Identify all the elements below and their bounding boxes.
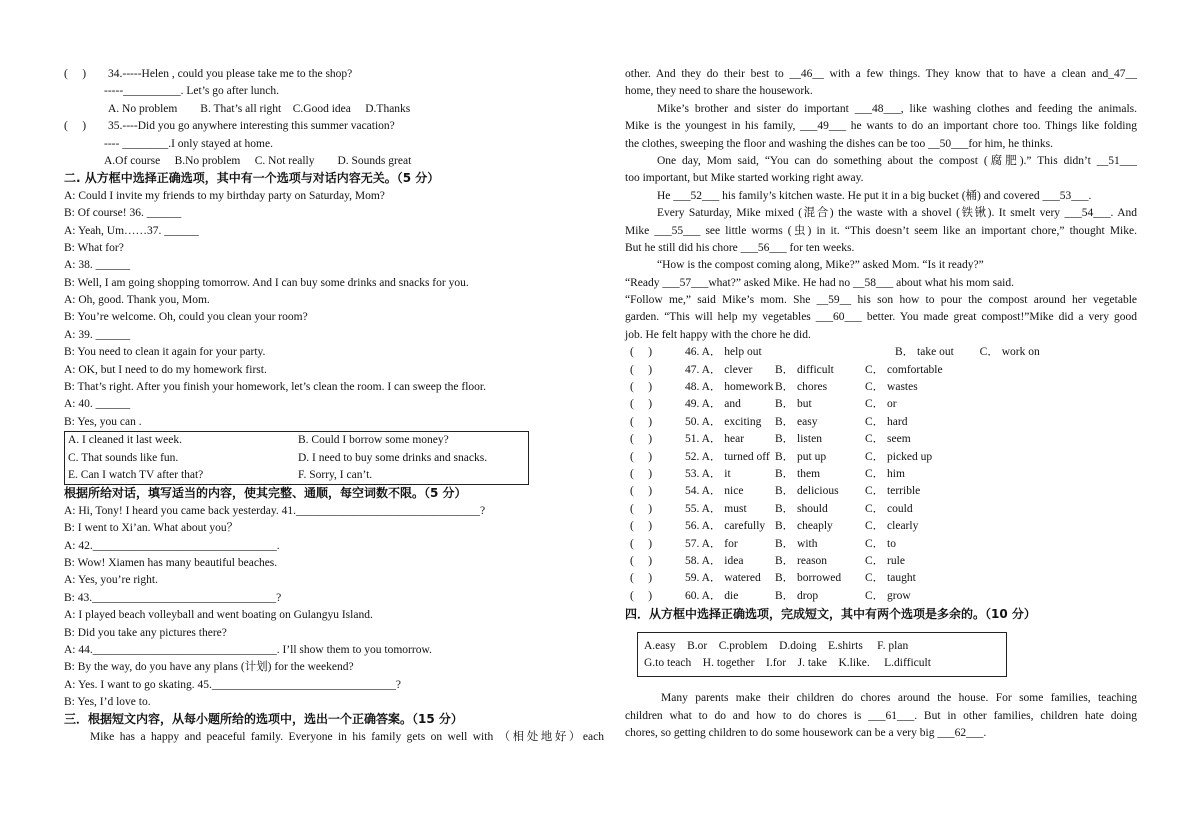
mc-option-c: C． hard: [865, 415, 908, 428]
answer-paren[interactable]: ( ): [630, 502, 653, 515]
mc-row: [625, 553, 1137, 570]
mc-option-b: B． reason: [775, 554, 828, 567]
answer-paren[interactable]: ( ): [64, 68, 87, 80]
mc-option-a: 53. A． it: [685, 467, 731, 480]
q34-stem: [64, 66, 604, 83]
dialog-line: B: 43.________________________________?: [64, 591, 282, 604]
mc-row: [625, 588, 1137, 605]
passage-line: One day, Mom said, “You can do something about the compost (腐肥).” This didn’t __51___: [657, 154, 1137, 167]
mc-option-b: B． but: [775, 398, 812, 411]
mc-option-b: B． difficult: [775, 363, 834, 376]
box2-option: B. Could I borrow some money?: [298, 434, 449, 447]
box2-option: A. I cleaned it last week.: [68, 434, 182, 447]
mc-option-c: C． to: [865, 537, 896, 550]
section-3-first-line: Mike has a happy and peaceful family. Everyone in his family gets on well with （相处地好）each: [90, 730, 604, 743]
passage: [625, 66, 1137, 344]
dialog-3: [64, 503, 604, 712]
mc-option-b: B． with: [775, 537, 818, 550]
mc-option-c: C． clearly: [865, 520, 919, 533]
mc-option-b: B． borrowed: [775, 572, 842, 585]
mc-row: [625, 536, 1137, 553]
passage-line: too important, but Mike started working right away.: [625, 172, 864, 185]
mc-option-a: 54. A． nice: [685, 485, 744, 498]
passage-line: job. He felt happy with the chore he did.: [625, 328, 811, 341]
answer-paren[interactable]: ( ): [630, 415, 653, 428]
mc-option-b: B． them: [775, 467, 821, 480]
answer-paren[interactable]: ( ): [630, 554, 653, 567]
answer-paren[interactable]: ( ): [630, 346, 653, 359]
mc-row: [625, 449, 1137, 466]
mc-option-a: 49. A． and: [685, 398, 741, 411]
answer-paren[interactable]: ( ): [630, 433, 653, 446]
mc-option-a: 59. A． watered: [685, 572, 761, 585]
passage-line: home, they need to share the housework.: [625, 85, 813, 98]
passage-line: Mike is the youngest in his family, ___49___ he wants to do an important chore too. Things like folding: [625, 120, 1137, 133]
passage-line: Mike ___55___ see little worms (虫) in it. “This doesn’t seem like an important chore,” thought Mike.: [625, 224, 1137, 237]
mc-option-c: C． seem: [865, 433, 911, 446]
mc-option-a: 58. A． idea: [685, 554, 744, 567]
mc-row: [625, 518, 1137, 535]
section-2-title: 二. 从方框中选择正确选项，其中有一个选项与对话内容无关。（5 分）: [64, 171, 440, 186]
mc-row: [625, 396, 1137, 413]
q35-text: 35.----Did you go anywhere interesting this summer vacation?: [108, 120, 395, 133]
dialog-line: A: 42.________________________________.: [64, 539, 280, 552]
mc-option-c: C． him: [865, 467, 905, 480]
options-box-2: [64, 431, 529, 485]
answer-paren[interactable]: ( ): [64, 120, 87, 133]
passage-line: Every Saturday, Mike mixed (混合) the waste with a shovel (铁锹). It smelt very ___54___. And: [657, 207, 1137, 220]
section-2b-title: 根据所给对话，填写适当的内容，使其完整、通顺，每空词数不限。（5 分）: [64, 486, 467, 501]
mc-row: [625, 379, 1137, 396]
passage-line: chores, so getting children to do some housework can be a very big ___62___.: [625, 727, 987, 740]
passage-line: “Ready ___57___what?” asked Mike. He had no __58___ about what his mom said.: [625, 276, 1015, 289]
q34-text: 34.-----Helen , could you please take me to the shop?: [108, 68, 353, 80]
answer-paren[interactable]: ( ): [630, 572, 653, 585]
answer-paren[interactable]: ( ): [630, 537, 653, 550]
section-3-title: 三．根据短文内容，从每小题所给的选项中，选出一个正确答案。（15 分）: [64, 712, 463, 727]
passage-line: “Follow me,” said Mike’s mom. She __59__ his son how to pour the compost around her vegetable: [625, 294, 1137, 307]
passage-line: garden. “This will help my vegetables ___60___ better. You made great compost!”Mike did a very good: [625, 311, 1137, 324]
passage-line: children what to do and how to do chores is ___61___. But in other families, children hate doing: [625, 709, 1137, 722]
q35-stem: [64, 118, 604, 135]
mc-option-c: C． picked up: [865, 450, 933, 463]
q35-reply: ---- ________.I only stayed at home.: [104, 137, 273, 150]
dialog-line: A: 44.________________________________. I’ll show them to you tomorrow.: [64, 643, 432, 656]
answer-paren[interactable]: ( ): [630, 398, 653, 411]
mc-row: [625, 431, 1137, 448]
mc-row: [625, 570, 1137, 587]
answer-paren[interactable]: ( ): [630, 450, 653, 463]
box2-row: [65, 432, 528, 449]
passage-line: He ___52___ his family’s kitchen waste. He put it in a big bucket (桶) and covered ___53___.: [657, 189, 1092, 202]
mc-option-c: C． rule: [865, 554, 905, 567]
passage-line: But he still did his chore ___56___ for ten weeks.: [625, 241, 855, 254]
passage-line: the clothes, sweeping the floor and washing the dishes can be too __50___for him, he thinks.: [625, 137, 1053, 150]
answer-paren[interactable]: ( ): [630, 520, 653, 533]
section-4-passage: [625, 690, 1137, 742]
mc-row: [625, 362, 1137, 379]
mc-option-c: C． could: [865, 502, 913, 515]
mc-option-b: B． delicious: [775, 485, 839, 498]
mc-option-c: C． taught: [865, 572, 916, 585]
dialog-line: A: Oh, good. Thank you, Mom.: [64, 294, 210, 307]
mc-option-c: C． grow: [865, 589, 911, 602]
q35-options: A.Of course B.No problem C. Not really D. Sounds great: [104, 154, 412, 167]
box2-option: C. That sounds like fun.: [68, 451, 179, 464]
q34-reply: -----__________. Let’s go after lunch.: [104, 85, 280, 98]
mc-option-bc: B． take out C． work on: [895, 346, 1040, 359]
passage-line: Many parents make their children do chores around the house. For some families, teaching: [661, 692, 1137, 705]
dialog-line: A: Could I invite my friends to my birthday party on Saturday, Mom?: [64, 189, 385, 202]
mc-option-c: C． wastes: [865, 381, 918, 394]
section-4-title: 四．从方框中选择正确选项，完成短文，其中有两个选项是多余的。（10 分）: [625, 607, 1036, 622]
box2-option: D. I need to buy some drinks and snacks.: [298, 451, 488, 464]
box2-option: E. Can I watch TV after that?: [68, 468, 204, 481]
dialog-line: B: What for?: [64, 241, 124, 254]
box2-option: F. Sorry, I can’t.: [298, 468, 373, 481]
dialog-line: A: Yeah, Um……37. ______: [64, 224, 199, 237]
mc-row: [625, 501, 1137, 518]
mc-row: [625, 414, 1137, 431]
dialog-line: B: Did you take any pictures there?: [64, 626, 227, 639]
dialog-line: A: 40. ______: [64, 398, 131, 411]
dialog-line: A: Hi, Tony! I heard you came back yesterday. 41.________________________________?: [64, 504, 486, 517]
dialog-line: B: Yes, I’d love to.: [64, 696, 151, 709]
dialog-line: B: You need to clean it again for your party.: [64, 346, 266, 359]
answer-paren[interactable]: ( ): [630, 467, 653, 480]
mc-option-a: 52. A． turned off: [685, 450, 770, 463]
right-column: [625, 66, 1137, 742]
mc-option-b: B． put up: [775, 450, 827, 463]
dialog-line: A: Yes, you’re right.: [64, 574, 158, 587]
options-box-4: [637, 632, 1007, 678]
mc-row: [625, 344, 1137, 361]
multiple-choice-list: [625, 344, 1137, 605]
mc-option-b: B． drop: [775, 589, 819, 602]
box4-row: A.easy B.or C.problem D.doing E.shirts F. plan: [644, 639, 909, 652]
box4-row: G.to teach H. together I.for J. take K.like. L.difficult: [644, 656, 931, 669]
box2-row: [65, 467, 528, 484]
dialog-line: A: Yes. I want to go skating. 45.________________________________?: [64, 678, 402, 691]
dialog-line: B: That’s right. After you finish your homework, let’s clean the room. I can sweep the floor.: [64, 381, 487, 394]
mc-option-a: 60. A． die: [685, 589, 739, 602]
mc-row: [625, 483, 1137, 500]
dialog-line: A: 38. ______: [64, 259, 131, 272]
answer-paren[interactable]: ( ): [630, 589, 653, 602]
dialog-line: B: Of course! 36. ______: [64, 207, 182, 220]
mc-option-b: B． easy: [775, 415, 818, 428]
dialog-line: B: You’re welcome. Oh, could you clean your room?: [64, 311, 308, 324]
mc-option-a: 51. A． hear: [685, 433, 745, 446]
answer-paren[interactable]: ( ): [630, 381, 653, 394]
q34-options: A. No problem B. That’s all right C.Good idea D.Thanks: [108, 102, 411, 115]
mc-option-a: 50. A． exciting: [685, 415, 762, 428]
mc-option-a: 46. A． help out: [685, 346, 762, 359]
passage-line: Mike’s brother and sister do important ___48___, like washing clothes and feeding the animals.: [657, 102, 1137, 115]
dialog-line: A: I played beach volleyball and went boating on Gulangyu Island.: [64, 609, 373, 622]
mc-option-b: B． chores: [775, 381, 828, 394]
mc-option-c: C． or: [865, 398, 897, 411]
mc-row: [625, 466, 1137, 483]
mc-option-a: 57. A． for: [685, 537, 738, 550]
dialog-line: B: By the way, do you have any plans (计划) for the weekend?: [64, 661, 354, 674]
mc-option-a: 47. A． clever: [685, 363, 753, 376]
mc-option-a: 48. A． homework: [685, 381, 774, 394]
dialog-line: A: 39. ______: [64, 328, 131, 341]
answer-paren[interactable]: ( ): [630, 363, 653, 376]
mc-option-a: 55. A． must: [685, 502, 747, 515]
dialog-line: B: Wow! Xiamen has many beautiful beaches.: [64, 556, 278, 569]
passage-line: other. And they do their best to __46__ with a few things. They know that to have a clean and_47__: [625, 68, 1137, 80]
passage-line: “How is the compost coming along, Mike?” asked Mom. “Is it ready?”: [657, 259, 984, 272]
dialog-line: B: Yes, you can .: [64, 415, 142, 428]
mc-option-c: C． comfortable: [865, 363, 943, 376]
left-column: [64, 66, 604, 746]
mc-option-a: 56. A． carefully: [685, 520, 766, 533]
answer-paren[interactable]: ( ): [630, 485, 653, 498]
mc-option-c: C． terrible: [865, 485, 921, 498]
box2-row: [65, 450, 528, 467]
dialog-line: B: Well, I am going shopping tomorrow. And I can buy some drinks and snacks for you.: [64, 276, 469, 289]
dialog-line: A: OK, but I need to do my homework first.: [64, 363, 267, 376]
mc-option-b: B． cheaply: [775, 520, 833, 533]
mc-option-b: B． should: [775, 502, 828, 515]
dialog-2: [64, 188, 604, 431]
mc-option-b: B． listen: [775, 433, 822, 446]
dialog-line: B: I went to Xi’an. What about you？: [64, 522, 239, 535]
